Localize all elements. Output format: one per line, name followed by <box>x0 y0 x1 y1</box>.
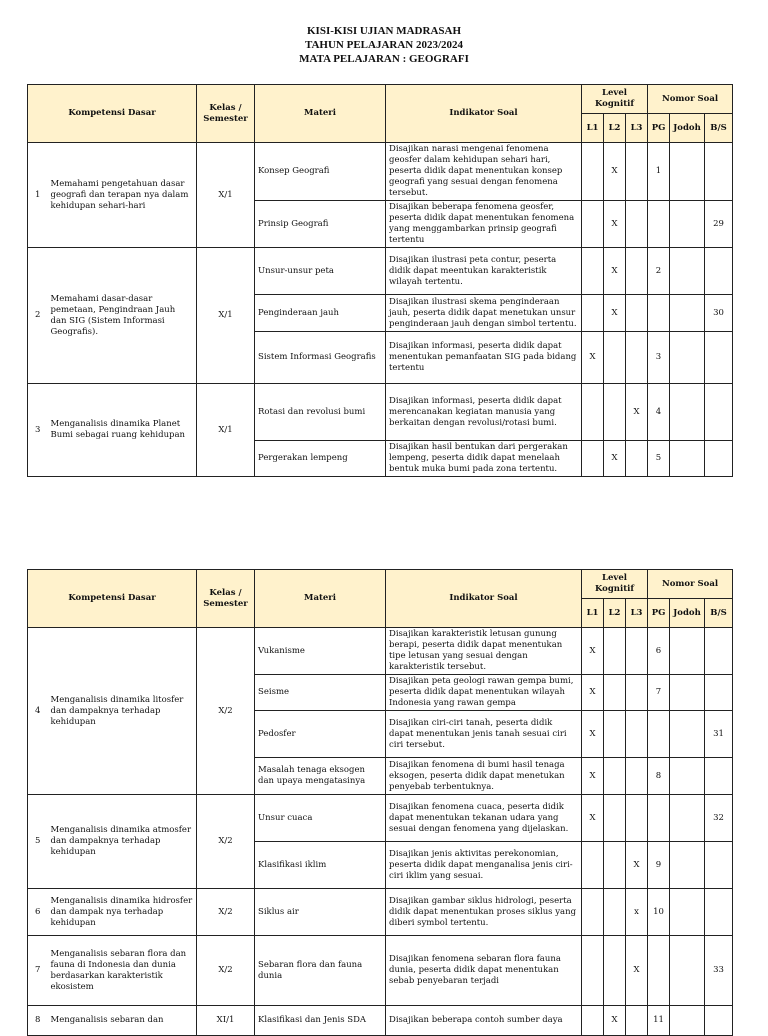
materi-cell: Sebaran flora dan fauna dunia <box>255 936 386 1006</box>
indikator-cell: Disajikan fenomena cuaca, peserta didik dapat menentukan tekanan udara yang sesuai dengan fenomena yang dijelaskan. <box>386 795 582 842</box>
kelas-semester-cell: X/2 <box>197 795 255 889</box>
l1-cell <box>582 295 604 332</box>
l1-cell <box>582 143 604 201</box>
jodoh-cell <box>670 795 705 842</box>
l1-cell: X <box>582 675 604 711</box>
jodoh-cell <box>670 1006 705 1036</box>
l3-cell <box>626 711 648 758</box>
bs-cell <box>705 675 733 711</box>
l3-cell <box>626 795 648 842</box>
l2-cell <box>604 628 626 675</box>
jodoh-cell <box>670 628 705 675</box>
l3-cell <box>626 758 648 795</box>
l3-cell <box>626 332 648 384</box>
bs-cell <box>705 889 733 936</box>
materi-cell: Unsur-unsur peta <box>255 248 386 295</box>
bs-cell <box>705 628 733 675</box>
pg-cell: 6 <box>648 628 670 675</box>
l1-cell <box>582 441 604 477</box>
l2-cell <box>604 936 626 1006</box>
kelas-semester-cell: X/2 <box>197 889 255 936</box>
pg-cell: 11 <box>648 1006 670 1036</box>
bs-cell: 32 <box>705 795 733 842</box>
kompetensi-dasar-cell: Menganalisis sebaran flora dan fauna di Indonesia dan dunia berdasarkan karakteristik ekosistem <box>48 936 197 1006</box>
row-number: 4 <box>28 628 48 795</box>
header-indikator-soal: Indikator Soal <box>386 85 582 143</box>
header-jodoh: Jodoh <box>670 114 705 143</box>
materi-cell: Penginderaan jauh <box>255 295 386 332</box>
l2-cell <box>604 332 626 384</box>
header-l1: L1 <box>582 114 604 143</box>
table-row <box>28 1006 733 1036</box>
kisi-table-2 <box>27 569 733 1036</box>
materi-cell: Sistem Informasi Geografis <box>255 332 386 384</box>
materi-cell: Unsur cuaca <box>255 795 386 842</box>
indikator-cell: Disajikan gambar siklus hidrologi, peserta didik dapat menentukan proses siklus yang diberi symbol tertentu. <box>386 889 582 936</box>
kompetensi-dasar-cell: Menganalisis dinamika hidrosfer dan dampak nya terhadap kehidupan <box>48 889 197 936</box>
kisi-table-1 <box>27 84 733 477</box>
l1-cell: X <box>582 795 604 842</box>
header-line-3: MATA PELAJARAN : GEOGRAFI <box>299 53 469 65</box>
indikator-cell: Disajikan informasi, peserta didik dapat menentukan pemanfaatan SIG pada bidang tertentu <box>386 332 582 384</box>
header-level-kognitif: Level Kognitif <box>582 570 648 599</box>
bs-cell <box>705 384 733 441</box>
header-l1: L1 <box>582 599 604 628</box>
pg-cell: 9 <box>648 842 670 889</box>
jodoh-cell <box>670 248 705 295</box>
kelas-semester-cell: X/2 <box>197 628 255 795</box>
kompetensi-dasar-cell: Menganalisis dinamika atmosfer dan dampaknya terhadap kehidupan <box>48 795 197 889</box>
header-l3: L3 <box>626 599 648 628</box>
header-indikator-soal: Indikator Soal <box>386 570 582 628</box>
indikator-cell: Disajikan peta geologi rawan gempa bumi, peserta didik dapat menentukan wilayah Indonesia yang rawan gempa <box>386 675 582 711</box>
jodoh-cell <box>670 384 705 441</box>
pg-cell <box>648 201 670 248</box>
row-number: 5 <box>28 795 48 889</box>
pg-cell: 5 <box>648 441 670 477</box>
bs-cell <box>705 758 733 795</box>
materi-cell: Seisme <box>255 675 386 711</box>
materi-cell: Masalah tenaga eksogen dan upaya mengatasinya <box>255 758 386 795</box>
pg-cell: 8 <box>648 758 670 795</box>
header-kompetensi-dasar: Kompetensi Dasar <box>28 85 197 143</box>
l2-cell <box>604 758 626 795</box>
kelas-semester-cell: X/1 <box>197 248 255 384</box>
materi-cell: Pedosfer <box>255 711 386 758</box>
bs-cell <box>705 1006 733 1036</box>
materi-cell: Konsep Geografi <box>255 143 386 201</box>
indikator-cell: Disajikan ilustrasi peta contur, peserta didik dapat meentukan karakteristik wilayah tertentu. <box>386 248 582 295</box>
table-row <box>28 143 733 201</box>
bs-cell <box>705 842 733 889</box>
indikator-cell: Disajikan informasi, peserta didik dapat merencanakan kegiatan manusia yang berkaitan dengan revolusi/rotasi bumi. <box>386 384 582 441</box>
header-line-1: KISI-KISI UJIAN MADRASAH <box>306 25 462 37</box>
pg-cell: 1 <box>648 143 670 201</box>
l2-cell: X <box>604 143 626 201</box>
indikator-cell: Disajikan karakteristik letusan gunung berapi, peserta didik dapat menentukan tipe letusan yang sesuai dengan karakteristik tersebut. <box>386 628 582 675</box>
header-level-kognitif: Level Kognitif <box>582 85 648 114</box>
table-row <box>28 795 733 842</box>
pg-cell <box>648 711 670 758</box>
table-row <box>28 936 733 1006</box>
bs-cell <box>705 248 733 295</box>
l1-cell <box>582 201 604 248</box>
header-jodoh: Jodoh <box>670 599 705 628</box>
header-kelas-semester: Kelas / Semester <box>197 85 255 143</box>
bs-cell <box>705 143 733 201</box>
indikator-cell: Disajikan hasil bentukan dari pergerakan lempeng, peserta didik dapat menelaah bentuk muka bumi pada zona tertentu. <box>386 441 582 477</box>
table-row <box>28 889 733 936</box>
pg-cell: 7 <box>648 675 670 711</box>
header-l3: L3 <box>626 114 648 143</box>
bs-cell: 31 <box>705 711 733 758</box>
kompetensi-dasar-cell: Memahami dasar-dasar pemetaan, Pengindraan Jauh dan SIG (Sistem Informasi Geografis). <box>48 248 197 384</box>
l2-cell: X <box>604 201 626 248</box>
l1-cell: X <box>582 628 604 675</box>
kelas-semester-cell: X/1 <box>197 143 255 248</box>
header-nomor-soal: Nomor Soal <box>648 85 733 114</box>
l3-cell: X <box>626 384 648 441</box>
l3-cell <box>626 675 648 711</box>
jodoh-cell <box>670 332 705 384</box>
header-l2: L2 <box>604 599 626 628</box>
l2-cell <box>604 675 626 711</box>
jodoh-cell <box>670 842 705 889</box>
l2-cell <box>604 711 626 758</box>
jodoh-cell <box>670 675 705 711</box>
header-nomor-soal: Nomor Soal <box>648 570 733 599</box>
header-materi: Materi <box>255 85 386 143</box>
jodoh-cell <box>670 295 705 332</box>
kompetensi-dasar-cell: Menganalisis dinamika Planet Bumi sebagai ruang kehidupan <box>48 384 197 477</box>
l1-cell <box>582 1006 604 1036</box>
indikator-cell: Disajikan beberapa contoh sumber daya <box>386 1006 582 1036</box>
l2-cell: X <box>604 1006 626 1036</box>
materi-cell: Rotasi dan revolusi bumi <box>255 384 386 441</box>
l2-cell <box>604 842 626 889</box>
indikator-cell: Disajikan narasi mengenai fenomena geosfer dalam kehidupan sehari hari, peserta didik dapat menentukan konsep geografi yang sesuai dengan fenomena tersebut. <box>386 143 582 201</box>
indikator-cell: Disajikan ciri-ciri tanah, peserta didik dapat menentukan jenis tanah sesuai ciri ciri tersebut. <box>386 711 582 758</box>
row-number: 1 <box>28 143 48 248</box>
materi-cell: Klasifikasi iklim <box>255 842 386 889</box>
kelas-semester-cell: X/2 <box>197 936 255 1006</box>
kompetensi-dasar-cell: Memahami pengetahuan dasar geografi dan terapan nya dalam kehidupan sehari-hari <box>48 143 197 248</box>
indikator-cell: Disajikan fenomena sebaran flora fauna dunia, peserta didik dapat menentukan sebab penyebaran terjadi <box>386 936 582 1006</box>
row-number: 6 <box>28 889 48 936</box>
header-pg: PG <box>648 114 670 143</box>
l3-cell <box>626 628 648 675</box>
l2-cell <box>604 795 626 842</box>
l2-cell: X <box>604 248 626 295</box>
jodoh-cell <box>670 201 705 248</box>
indikator-cell: Disajikan ilustrasi skema penginderaan jauh, peserta didik dapat menetukan unsur penginderaan jauh dengan simbol tertentu. <box>386 295 582 332</box>
l3-cell <box>626 248 648 295</box>
row-number: 2 <box>28 248 48 384</box>
jodoh-cell <box>670 441 705 477</box>
l1-cell: X <box>582 711 604 758</box>
l1-cell <box>582 384 604 441</box>
l1-cell: X <box>582 332 604 384</box>
materi-cell: Siklus air <box>255 889 386 936</box>
pg-cell: 2 <box>648 248 670 295</box>
bs-cell: 29 <box>705 201 733 248</box>
header-bs: B/S <box>705 599 733 628</box>
l3-cell: x <box>626 889 648 936</box>
row-number: 7 <box>28 936 48 1006</box>
l2-cell: X <box>604 295 626 332</box>
l1-cell <box>582 889 604 936</box>
header-materi: Materi <box>255 570 386 628</box>
l3-cell <box>626 441 648 477</box>
materi-cell: Vukanisme <box>255 628 386 675</box>
jodoh-cell <box>670 889 705 936</box>
document-header <box>0 24 768 66</box>
kompetensi-dasar-cell: Menganalisis dinamika litosfer dan dampaknya terhadap kehidupan <box>48 628 197 795</box>
l2-cell <box>604 889 626 936</box>
bs-cell: 30 <box>705 295 733 332</box>
l3-cell <box>626 201 648 248</box>
header-kompetensi-dasar: Kompetensi Dasar <box>28 570 197 628</box>
pg-cell: 10 <box>648 889 670 936</box>
indikator-cell: Disajikan beberapa fenomena geosfer, peserta didik dapat menentukan fenomena yang menggambarkan prinsip geografi tertentu <box>386 201 582 248</box>
pg-cell <box>648 936 670 1006</box>
l2-cell: X <box>604 441 626 477</box>
header-line-2: TAHUN PELAJARAN 2023/2024 <box>304 39 464 51</box>
indikator-cell: Disajikan fenomena di bumi hasil tenaga eksogen, peserta didik dapat menetukan penyebab terbentuknya. <box>386 758 582 795</box>
l1-cell <box>582 842 604 889</box>
pg-cell <box>648 295 670 332</box>
l1-cell: X <box>582 758 604 795</box>
header-kelas-semester: Kelas / Semester <box>197 570 255 628</box>
row-number: 8 <box>28 1006 48 1036</box>
l1-cell <box>582 248 604 295</box>
jodoh-cell <box>670 143 705 201</box>
l3-cell: X <box>626 936 648 1006</box>
kelas-semester-cell: XI/1 <box>197 1006 255 1036</box>
indikator-cell: Disajikan jenis aktivitas perekonomian, peserta didik dapat menganalisa jenis ciri-ciri iklim yang sesuai. <box>386 842 582 889</box>
bs-cell <box>705 332 733 384</box>
l3-cell <box>626 1006 648 1036</box>
header-pg: PG <box>648 599 670 628</box>
l3-cell <box>626 143 648 201</box>
table-row <box>28 384 733 441</box>
l1-cell <box>582 936 604 1006</box>
l2-cell <box>604 384 626 441</box>
jodoh-cell <box>670 936 705 1006</box>
bs-cell: 33 <box>705 936 733 1006</box>
materi-cell: Pergerakan lempeng <box>255 441 386 477</box>
materi-cell: Klasifikasi dan Jenis SDA <box>255 1006 386 1036</box>
kompetensi-dasar-cell: Menganalisis sebaran dan <box>48 1006 197 1036</box>
table-row <box>28 248 733 295</box>
pg-cell: 4 <box>648 384 670 441</box>
l3-cell <box>626 295 648 332</box>
header-bs: B/S <box>705 114 733 143</box>
kelas-semester-cell: X/1 <box>197 384 255 477</box>
l3-cell: X <box>626 842 648 889</box>
jodoh-cell <box>670 758 705 795</box>
jodoh-cell <box>670 711 705 758</box>
header-l2: L2 <box>604 114 626 143</box>
bs-cell <box>705 441 733 477</box>
pg-cell <box>648 795 670 842</box>
pg-cell: 3 <box>648 332 670 384</box>
row-number: 3 <box>28 384 48 477</box>
materi-cell: Prinsip Geografi <box>255 201 386 248</box>
table-row <box>28 628 733 675</box>
